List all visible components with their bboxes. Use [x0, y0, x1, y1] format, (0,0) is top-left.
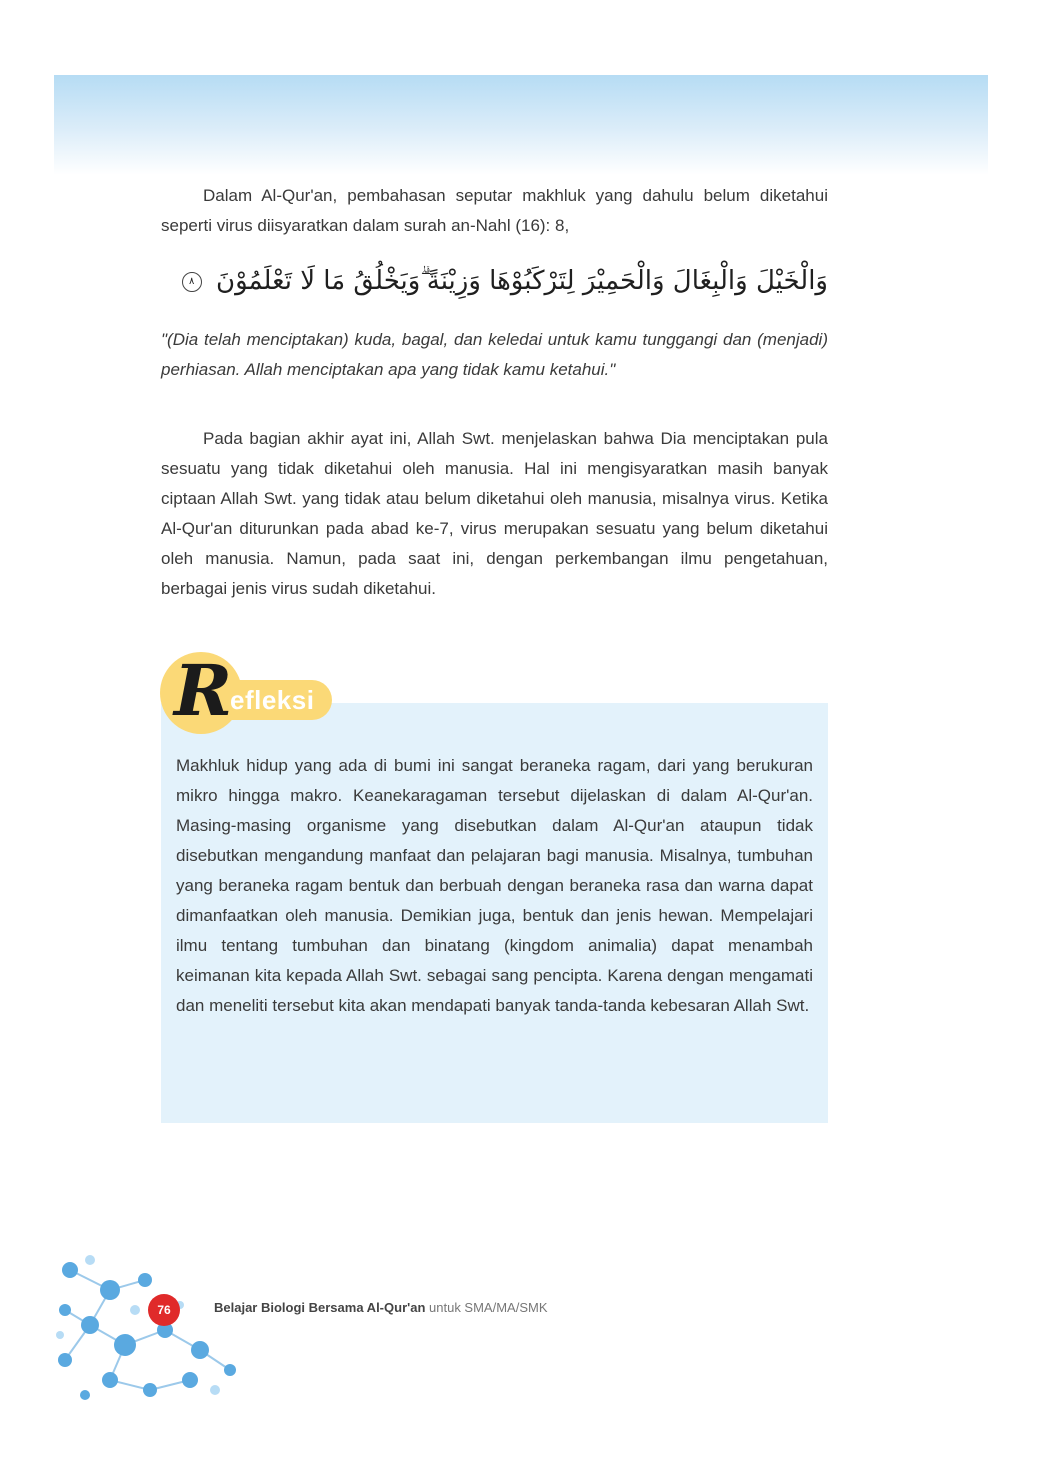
footer-book-title	[214, 1299, 548, 1317]
quran-verse-arabic	[161, 258, 828, 304]
refleksi-body: Makhluk hidup yang ada di bumi ini sangat beraneka ragam, dari yang berukuran mikro hingga makro. Keanekaragaman tersebut dijelaskan di dalam Al-Qur'an. Masing-masing organisme yang disebutkan dalam Al-Qur'an ataupun tidak disebutkan mengandung manfaat dan pelajaran bagi manusia. Misalnya, tumbuhan yang beraneka ragam bentuk dan berbuah dengan beraneka rasa dan warna dapat dimanfaatkan oleh manusia. Demikian juga, bentuk dan jenis hewan. Mempelajari ilmu tentang tumbuhan dan binatang (kingdom animalia) dapat menambah keimanan kita kepada Allah Swt. sebagai sang pencipta. Karena dengan mengamati dan meneliti tersebut kita akan mendapati banyak tanda-tanda kebesaran Allah Swt.	[176, 756, 813, 1015]
explanation-paragraph: Pada bagian akhir ayat ini, Allah Swt. menjelaskan bahwa Dia menciptakan pula sesuatu yang tidak diketahui oleh manusia. Hal ini mengisyaratkan masih banyak ciptaan Allah Swt. yang tidak atau belum diketahui oleh manusia, misalnya virus. Ketika Al-Qur'an diturunkan pada abad ke-7, virus merupakan sesuatu yang belum diketahui oleh manusia. Namun, pada saat ini, dengan perkembangan ilmu pengetahuan, berbagai jenis virus sudah diketahui.	[161, 429, 828, 598]
refleksi-initial: R	[174, 649, 233, 732]
verse-translation: "(Dia telah menciptakan) kuda, bagal, dan keledai untuk kamu tunggangi dan (menjadi) perhiasan. Allah menciptakan apa yang tidak kamu ketahui."	[161, 330, 828, 379]
refleksi-label: efleksi	[230, 685, 315, 715]
ayah-number-mark: ٨	[182, 272, 202, 292]
page-number-badge: 76	[148, 1294, 180, 1326]
refleksi-heading	[160, 649, 340, 732]
intro-paragraph: Dalam Al-Qur'an, pembahasan seputar makhluk yang dahulu belum diketahui seperti virus diisyaratkan dalam surah an-Nahl (16): 8,	[161, 186, 828, 235]
molecule-decoration-icon	[50, 1250, 250, 1410]
book-title: Belajar Biologi Bersama Al-Qur'an	[214, 1300, 426, 1315]
book-audience: untuk SMA/MA/SMK	[429, 1300, 548, 1315]
arabic-verse-text: وَالْخَيْلَ وَالْبِغَالَ وَالْحَمِيْرَ لِتَرْكَبُوْهَا وَزِيْنَةً ۗوَيَخْلُقُ مَا لَا تَعْلَمُوْنَ	[215, 266, 828, 296]
header-gradient-band	[54, 75, 988, 175]
